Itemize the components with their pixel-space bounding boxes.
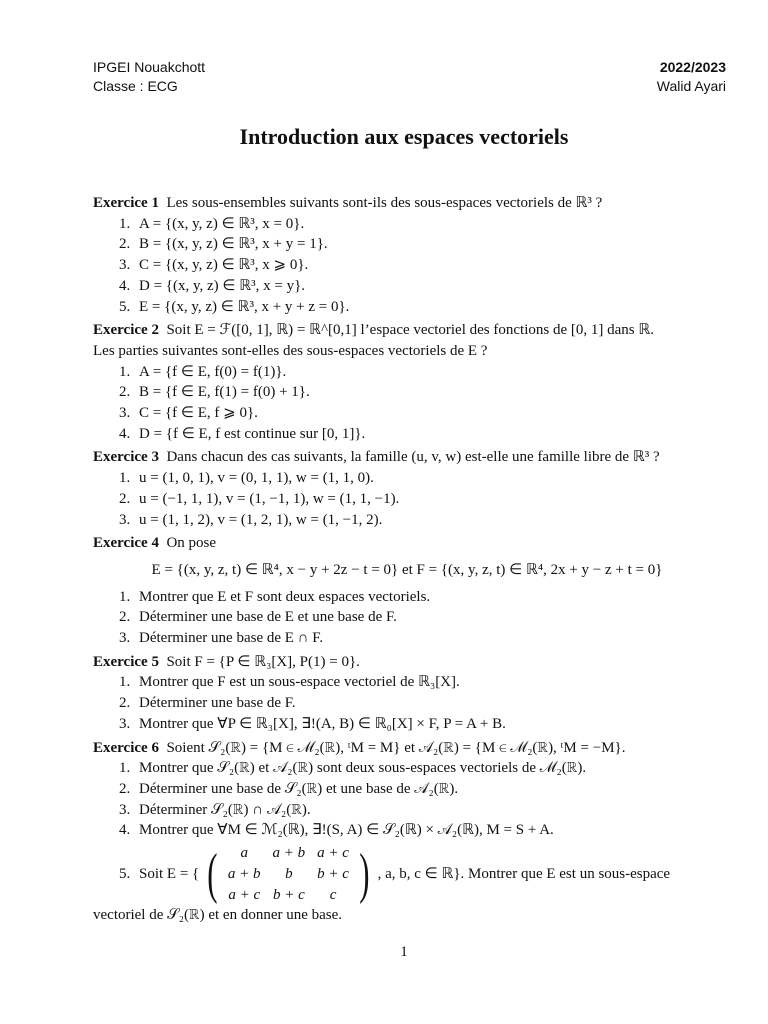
right-paren: )	[359, 843, 370, 906]
question-item: 2. B = {f ∈ E, f(1) = f(0) + 1}.	[119, 384, 310, 401]
author: Walid Ayari	[656, 78, 726, 94]
item5-prefix: Soit E = {	[139, 865, 200, 882]
matrix-body	[222, 843, 355, 905]
question-item-5: 5. Soit E = { ( a a + b a + c a + b b b + c a + c b + c c ) , a, b, c ∈ ℝ}. Montrer que E est un sous-espace	[119, 843, 671, 906]
question-text: Déterminer une base de F.	[139, 695, 296, 712]
exercise-3	[93, 447, 721, 530]
question-item: 3. u = (1, 1, 2), v = (1, 2, 1), w = (1, −1, 2).	[119, 511, 383, 528]
question-item: 2. B = {(x, y, z) ∈ ℝ³, x + y = 1}.	[119, 236, 328, 253]
question-text: D = {f ∈ E, f est continue sur [0, 1]}.	[139, 425, 366, 442]
question-item: 1. A = {(x, y, z) ∈ ℝ³, x = 0}.	[119, 215, 305, 232]
exercise-intro: Les sous-ensembles suivants sont-ils des sous-espaces vectoriels de ℝ³ ?	[166, 195, 603, 211]
exercise-label: Exercice 6	[93, 739, 159, 756]
question-item: 2. Déterminer une base de 𝒮₂(ℝ) et une base de 𝒜₂(ℝ).	[119, 780, 459, 797]
question-list	[93, 672, 721, 734]
exercise-2	[93, 320, 721, 444]
question-text: Déterminer une base de E ∩ F.	[139, 630, 324, 647]
matrix-cell: a + b	[272, 845, 306, 862]
question-text: Déterminer 𝒮₂(ℝ) ∩ 𝒜₂(ℝ).	[139, 801, 311, 818]
question-item: 1. Montrer que E et F sont deux espaces vectoriels.	[119, 588, 431, 605]
question-text: Montrer que ∀M ∈ ℳ₂(ℝ), ∃!(S, A) ∈ 𝒮₂(ℝ) × 𝒜₂(ℝ), M = S + A.	[139, 822, 554, 839]
exercise-1	[93, 193, 721, 317]
question-text: Montrer que E et F sont deux espaces vectoriels.	[139, 588, 431, 605]
question-item: 2. Déterminer une base de E et une base de F.	[119, 609, 397, 626]
page-number: 1	[400, 944, 408, 960]
question-list	[93, 758, 721, 841]
question-item: 3. Déterminer 𝒮₂(ℝ) ∩ 𝒜₂(ℝ).	[119, 801, 311, 818]
matrix-cell: b	[285, 866, 293, 883]
institution: IPGEI Nouakchott	[93, 59, 206, 75]
question-text: u = (−1, 1, 1), v = (1, −1, 1), w = (1, 1, −1).	[139, 490, 400, 507]
question-item: 2. Déterminer une base de F.	[119, 695, 296, 712]
exercise-label: Exercice 4	[93, 535, 159, 552]
question-text: u = (1, 0, 1), v = (0, 1, 1), w = (1, 1, 0).	[139, 470, 374, 487]
exercise-intro: Dans chacun des cas suivants, la famille (u, v, w) est-elle une famille libre de ℝ³ ?	[166, 449, 660, 466]
item5-suffix: , a, b, c ∈ ℝ}. Montrer que E est un sous-espace	[377, 865, 671, 882]
question-text: C = {(x, y, z) ∈ ℝ³, x ⩾ 0}.	[139, 257, 309, 274]
question-item: 3. Déterminer une base de E ∩ F.	[119, 630, 324, 647]
matrix-cell: c	[329, 886, 337, 903]
question-list	[93, 587, 721, 649]
question-item: 3. Montrer que ∀P ∈ ℝ₃[X], ∃!(A, B) ∈ ℝ₀[X] × F, P = A + B.	[119, 715, 506, 732]
matrix	[203, 843, 373, 905]
question-item: 4. Montrer que ∀M ∈ ℳ₂(ℝ), ∃!(S, A) ∈ 𝒮₂(ℝ) × 𝒜₂(ℝ), M = S + A.	[119, 822, 554, 839]
question-text: E = {(x, y, z) ∈ ℝ³, x + y + z = 0}.	[139, 298, 350, 315]
exercise-intro: Soit E = ℱ([0, 1], ℝ) = ℝ^[0,1] l’espace vectoriel des fonctions de [0, 1] dans ℝ.	[166, 322, 654, 339]
header-right	[657, 58, 726, 96]
question-item: 1. Montrer que 𝒮₂(ℝ) et 𝒜₂(ℝ) sont deux sous-espaces vectoriels de ℳ₂(ℝ).	[119, 760, 587, 777]
question-text: B = {f ∈ E, f(1) = f(0) + 1}.	[139, 384, 310, 401]
question-list	[93, 214, 721, 318]
item5-continuation: vectoriel de 𝒮₂(ℝ) et en donner une base.	[93, 907, 343, 924]
question-item: 1. A = {f ∈ E, f(0) = f(1)}.	[119, 363, 287, 380]
matrix-cell: b + c	[272, 886, 305, 903]
question-item: 3. C = {f ∈ E, f ⩾ 0}.	[119, 405, 258, 422]
question-item: 1. u = (1, 0, 1), v = (0, 1, 1), w = (1, 1, 0).	[119, 470, 374, 487]
matrix-cell: a + b	[227, 866, 261, 883]
matrix-cell: a	[240, 845, 248, 862]
matrix-cell: a + c	[317, 845, 349, 862]
exercise-5	[93, 652, 721, 735]
question-text: Montrer que 𝒮₂(ℝ) et 𝒜₂(ℝ) sont deux sous-espaces vectoriels de ℳ₂(ℝ).	[139, 760, 587, 777]
question-item: 2. u = (−1, 1, 1), v = (1, −1, 1), w = (1, 1, −1).	[119, 490, 400, 507]
question-list	[93, 362, 721, 445]
exercise-intro: Soient 𝒮₂(ℝ) = {M ∈ ℳ₂(ℝ), ᵗM = M} et 𝒜₂(ℝ) = {M ∈ ℳ₂(ℝ), ᵗM = −M}.	[166, 739, 626, 756]
matrix-cell: b + c	[317, 866, 349, 883]
exercise-label: Exercice 1	[93, 195, 159, 211]
school-year: 2022/2023	[659, 59, 726, 75]
question-item: 4. D = {(x, y, z) ∈ ℝ³, x = y}.	[119, 277, 306, 294]
exercise-intro-2: Les parties suivantes sont-elles des sous-espaces vectoriels de E ?	[93, 342, 488, 359]
exercise-label: Exercice 5	[93, 653, 159, 670]
exercise-list	[93, 193, 721, 929]
header-left	[93, 58, 205, 96]
exercise-label: Exercice 3	[93, 449, 159, 466]
question-text: D = {(x, y, z) ∈ ℝ³, x = y}.	[139, 277, 306, 294]
exercise-intro: On pose	[166, 535, 217, 552]
question-text: u = (1, 1, 2), v = (1, 2, 1), w = (1, −1, 2).	[139, 511, 383, 528]
question-text: B = {(x, y, z) ∈ ℝ³, x + y = 1}.	[139, 236, 328, 253]
question-item: 3. C = {(x, y, z) ∈ ℝ³, x ⩾ 0}.	[119, 257, 309, 274]
question-text: A = {(x, y, z) ∈ ℝ³, x = 0}.	[139, 215, 305, 232]
question-list	[93, 468, 721, 530]
question-item: 5. E = {(x, y, z) ∈ ℝ³, x + y + z = 0}.	[119, 298, 350, 315]
question-text: C = {f ∈ E, f ⩾ 0}.	[139, 405, 258, 422]
question-text: Déterminer une base de E et une base de F.	[139, 609, 397, 626]
question-text: Déterminer une base de 𝒮₂(ℝ) et une base de 𝒜₂(ℝ).	[139, 780, 459, 797]
exercise-label: Exercice 2	[93, 322, 159, 339]
question-text: Montrer que ∀P ∈ ℝ₃[X], ∃!(A, B) ∈ ℝ₀[X] × F, P = A + B.	[139, 715, 506, 732]
question-item: 1. Montrer que F est un sous-espace vectoriel de ℝ₃[X].	[119, 674, 460, 691]
left-paren: (	[207, 843, 218, 906]
exercise-4	[93, 533, 721, 649]
question-text: A = {f ∈ E, f(0) = f(1)}.	[139, 363, 287, 380]
exercise-6	[93, 738, 721, 926]
exercise-intro: Soit F = {P ∈ ℝ₃[X], P(1) = 0}.	[166, 653, 360, 670]
question-text: Montrer que F est un sous-espace vectoriel de ℝ₃[X].	[139, 674, 460, 691]
question-item: 4. D = {f ∈ E, f est continue sur [0, 1]}.	[119, 425, 366, 442]
class-line: Classe : ECG	[93, 78, 178, 94]
page-title: Introduction aux espaces vectoriels	[239, 124, 569, 149]
matrix-cell: a + c	[228, 886, 261, 903]
display-equation: E = {(x, y, z, t) ∈ ℝ⁴, x − y + 2z − t = 0} et F = {(x, y, z, t) ∈ ℝ⁴, 2x + y − z + t = 0}	[151, 561, 663, 578]
